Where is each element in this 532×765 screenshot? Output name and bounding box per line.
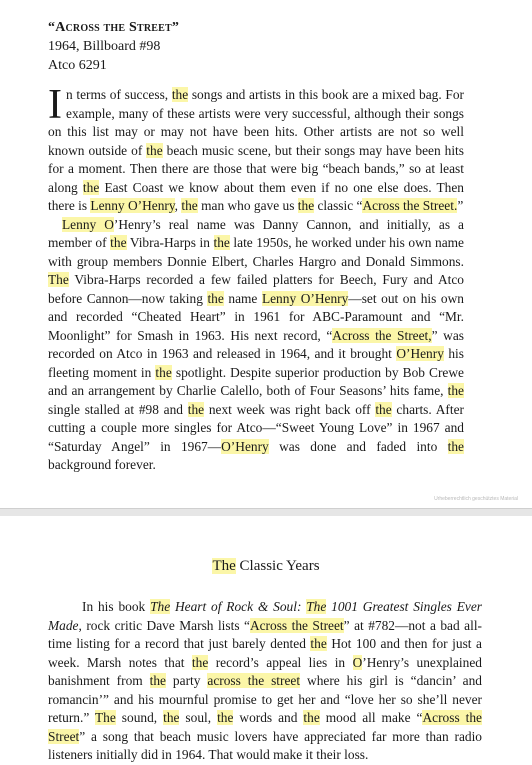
book-page-2 — [0, 516, 532, 762]
text-run: ” at #782—not a bad all-time listing for a record that just barely dented — [48, 617, 482, 651]
text-run: East Coast we know about them even if no one else does. Then there is — [48, 179, 464, 213]
highlighted-text: O’Henry — [221, 438, 269, 454]
highlighted-text: the — [213, 235, 230, 250]
highlighted-text: the — [310, 636, 327, 651]
text-run: Hot 100 and then for just a week. Marsh notes that — [48, 636, 482, 670]
highlighted-text: the — [155, 364, 172, 380]
text-run: songs and artists in this book are a mixed bag. For example, many of these artists were very successful, although their songs on this list may or may not have been hits. Other artists are not so well known outside of — [48, 87, 464, 158]
highlighted-text: The — [150, 599, 171, 614]
text-run: —set out on his own and recorded “Cheated Heart” in 1961 for ABC-Paramount and “Mr. Moonlight” for Smash in 1963. His next record, “ — [48, 290, 464, 343]
highlighted-text: Across the Street, — [332, 327, 432, 343]
text-run: , — [174, 198, 182, 213]
text-run: next week was right back off — [204, 401, 376, 417]
text-run: beach music scene, but their songs may have been hits for a moment. Then there are those that were big “beach bands,” so at least along — [48, 142, 464, 195]
highlighted-text: Across the Street — [249, 617, 344, 633]
text-run: sound, — [115, 710, 164, 725]
page2-body — [48, 598, 482, 765]
highlighted-text: Across the Street — [48, 710, 482, 744]
song-label: Atco 6291 — [48, 58, 107, 73]
highlighted-text: the — [375, 401, 392, 417]
text-run: , rock critic Dave Marsh lists “ — [78, 617, 250, 633]
song-chart-info: 1964, Billboard #98 — [48, 39, 161, 54]
highlighted-text: the — [187, 401, 205, 417]
highlighted-text: the — [110, 235, 127, 250]
text-run: background forever. — [48, 457, 156, 472]
highlighted-text: The — [48, 272, 69, 287]
highlighted-text: the — [303, 710, 320, 725]
highlighted-text: the — [191, 654, 209, 670]
highlighted-text: the — [297, 198, 315, 213]
text-run: n terms of success, — [66, 87, 172, 102]
text-run: ’Henry’s unexplained banishment from — [48, 654, 482, 688]
text-run: In his book — [82, 599, 151, 614]
highlighted-text: the — [171, 87, 189, 102]
text-run: party — [166, 673, 208, 688]
highlighted-text: the — [447, 383, 464, 398]
highlighted-text: The — [212, 558, 236, 574]
text-run: name — [223, 290, 262, 306]
text-run: words and — [233, 710, 304, 725]
section-heading — [0, 556, 532, 576]
highlighted-text: the — [217, 710, 234, 725]
text-run: single stalled at #98 and — [48, 401, 188, 417]
text-run: soul, — [179, 710, 218, 725]
song-title: “Across the Street” — [48, 20, 180, 35]
highlighted-text: The — [95, 710, 116, 725]
text-run: Vibra-Harps recorded a few failed platters for Beech, Fury and Atco before Cannon—now taking — [48, 272, 464, 306]
paragraph-intro-text — [48, 82, 464, 213]
text-run: ” was recorded on Atco in 1963 and released in 1964, and it brought — [48, 327, 464, 361]
highlighted-text: Across the Street. — [362, 198, 458, 213]
highlighted-text: the — [447, 438, 464, 454]
text-run: his fleeting moment in — [48, 346, 464, 380]
text-run: record’s appeal lies in — [208, 654, 353, 670]
text-run: where his girl is “dancin’ and romancin’” and his mournful promise to get her and “love her so she’ll never return.” — [48, 673, 482, 725]
page1-body — [48, 82, 464, 475]
text-run: spotlight. Despite superior production by Bob Crewe and an arrangement by Charlie Calello, both of Four Seasons’ hits fame, — [48, 364, 464, 398]
text-run: ” a song that beach music lovers have appreciated far more than radio listeners initially did in 1964. That would make it their loss. — [48, 728, 482, 762]
highlighted-text: the — [207, 290, 224, 306]
text-run: was done and faded into — [268, 438, 448, 454]
highlighted-text: Lenny O — [62, 216, 114, 232]
highlighted-text: the — [163, 710, 180, 725]
text-run: Heart of Rock & Soul: — [170, 599, 307, 614]
copyright-watermark: Urheberrechtlich geschütztes Material — [434, 496, 518, 502]
text-run: late 1950s, he worked under his own name with group members Donnie Elbert, Charles Hargro and Donald Simmons. — [48, 235, 464, 269]
paragraph-bio — [48, 216, 464, 475]
highlighted-text: the — [149, 673, 166, 688]
text-run: charts. After cutting a couple more singles for Atco—“Sweet Young Love” in 1967 and “Saturday Angel” in 1967— — [48, 401, 464, 454]
highlighted-text: The — [306, 599, 327, 614]
highlighted-text: O’Henry — [396, 346, 444, 361]
paragraph-intro — [48, 82, 464, 216]
highlighted-text: Lenny O’Henry — [261, 290, 349, 306]
text-run: 1001 Greatest Singles Ever Made — [48, 599, 483, 633]
song-header — [48, 18, 179, 75]
drop-cap: I — [48, 82, 62, 128]
text-run: ” — [457, 198, 464, 213]
highlighted-text: the — [82, 179, 100, 195]
text-run: ’Henry’s real name was Danny Cannon, and initially, as a member of — [48, 216, 464, 250]
highlighted-text: the — [146, 142, 163, 158]
paragraph-marsh — [48, 598, 482, 765]
highlighted-text: the — [181, 198, 198, 213]
text-run: classic “ — [314, 198, 363, 213]
highlighted-text: Lenny O’Henry — [90, 198, 175, 213]
text-run: Vibra-Harps in — [126, 235, 214, 250]
text-run: Classic Years — [235, 558, 320, 574]
text-run: mood all make “ — [319, 710, 423, 725]
text-run: man who gave us — [197, 198, 298, 213]
highlighted-text: across the street — [207, 673, 301, 688]
highlighted-text: O — [352, 654, 363, 670]
